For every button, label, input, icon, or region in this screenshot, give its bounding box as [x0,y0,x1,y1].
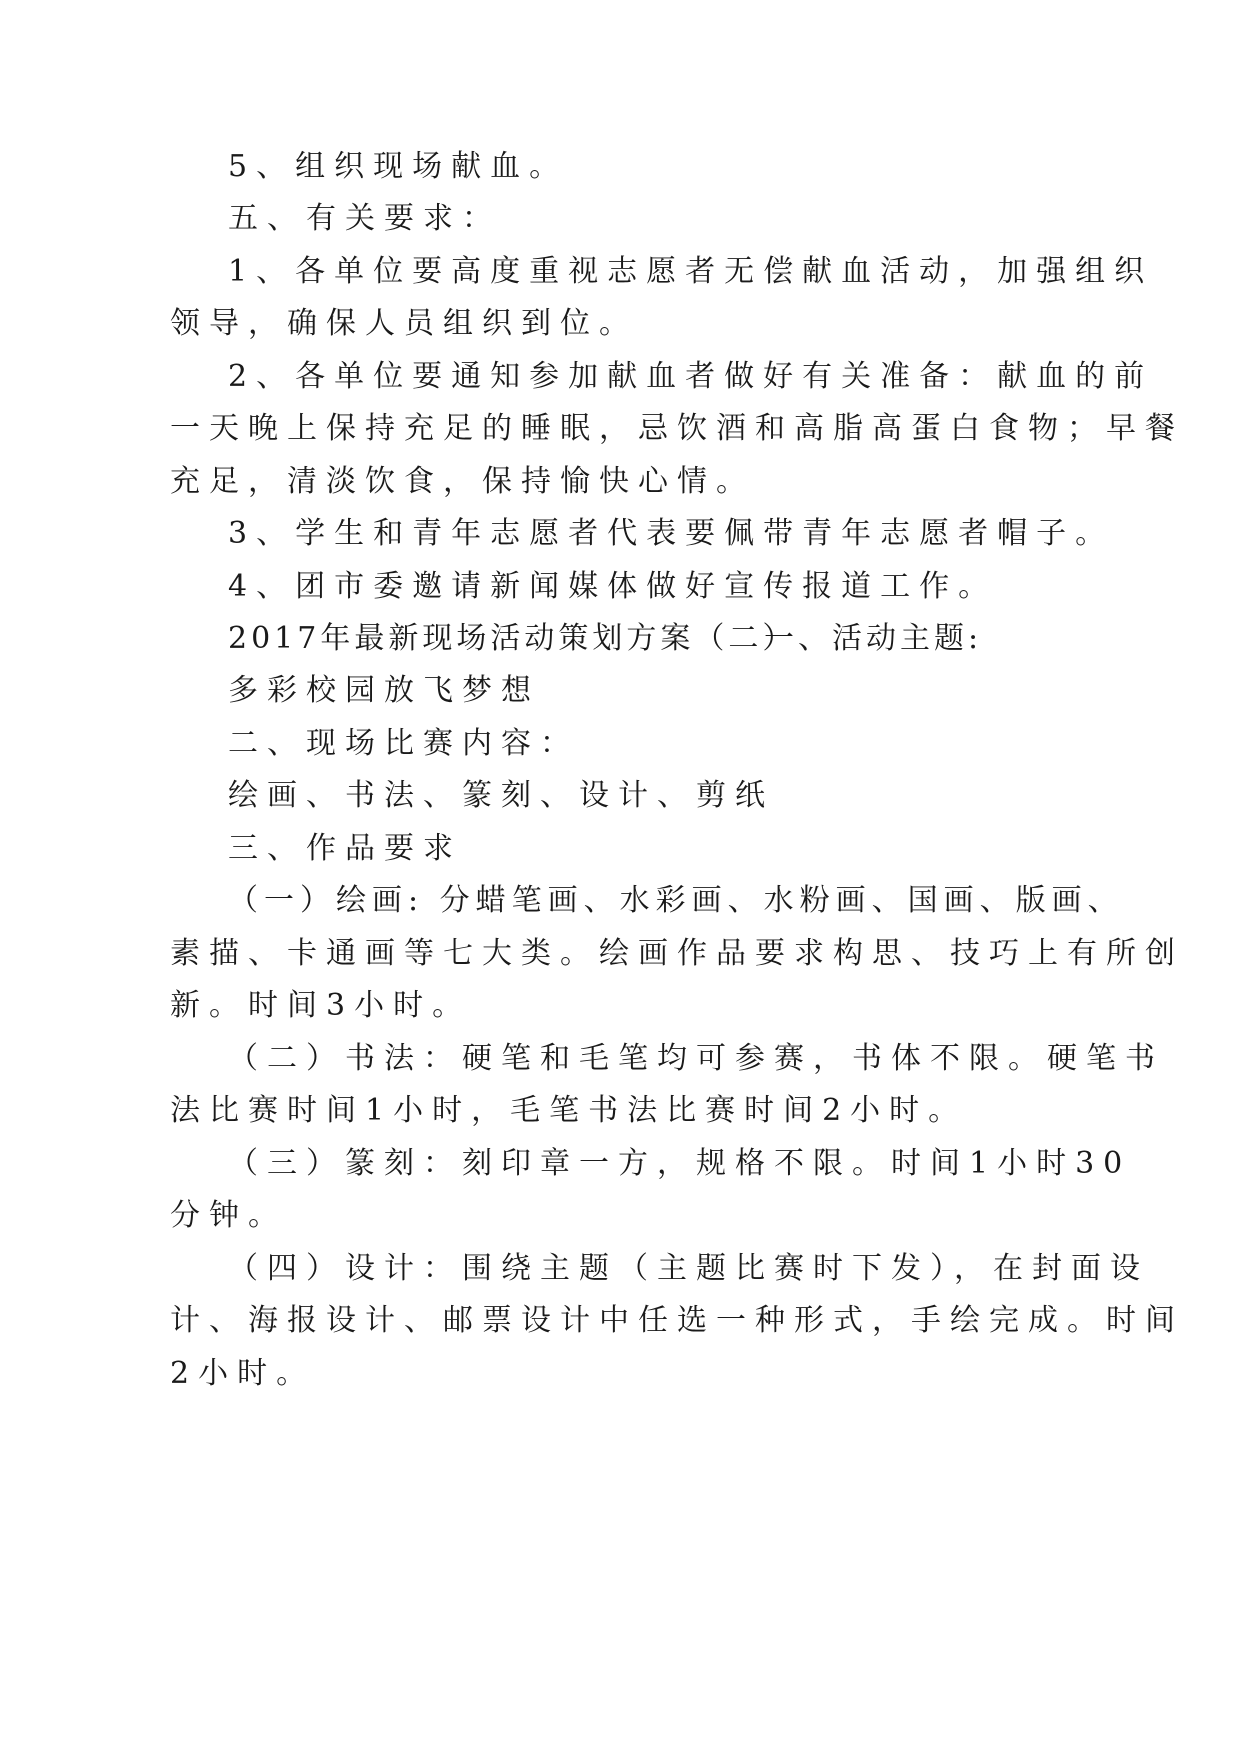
text-line: （三）篆刻：刻印章一方，规格不限。时间1小时30 [228,1146,1132,1181]
text-line: （四）设计：围绕主题（主题比赛时下发），在封面设 [228,1251,1149,1286]
text-line: 充足，清淡饮食，保持愉快心情。 [170,464,755,499]
text-line: （一）绘画: 分蜡笔画、水彩画、水粉画、国画、版画、 [228,883,1124,918]
text-line: 领导，确保人员组织到位。 [170,306,638,341]
plan-title: 2017年最新现场活动策划方案（二） [228,621,797,656]
text-line: 新。时间3小时。 [170,988,472,1023]
text-line: 3、学生和青年志愿者代表要佩带青年志愿者帽子。 [228,516,1115,551]
section-heading: 一、活动主题: [764,621,983,656]
text-line: 5、组织现场献血。 [228,149,569,184]
text-line: 法比赛时间1小时，毛笔书法比赛时间2小时。 [170,1093,968,1128]
text-line: 一天晚上保持充足的睡眠，忌饮酒和高脂高蛋白食物；早餐 [170,411,1184,446]
text-line: 绘画、书法、篆刻、设计、剪纸 [228,778,774,813]
activity-theme: 多彩校园放飞梦想 [228,673,540,708]
section-heading: 三、作品要求 [228,831,462,866]
text-line: 1、各单位要高度重视志愿者无偿献血活动，加强组织 [228,254,1154,289]
text-line: 计、海报设计、邮票设计中任选一种形式，手绘完成。时间 [170,1303,1184,1338]
section-heading: 五、有关要求： [228,201,501,236]
text-line: 素描、卡通画等七大类。绘画作品要求构思、技巧上有所创 [170,936,1184,971]
text-line: 2小时。 [170,1356,316,1391]
text-line: 分钟。 [170,1198,287,1233]
section-heading: 二、现场比赛内容： [228,726,579,761]
text-line: 2、各单位要通知参加献血者做好有关准备：献血的前 [228,359,1154,394]
text-line: 4、团市委邀请新闻媒体做好宣传报道工作。 [228,569,998,604]
text-line: （二）书法：硬笔和毛笔均可参赛，书体不限。硬笔书 [228,1041,1164,1076]
